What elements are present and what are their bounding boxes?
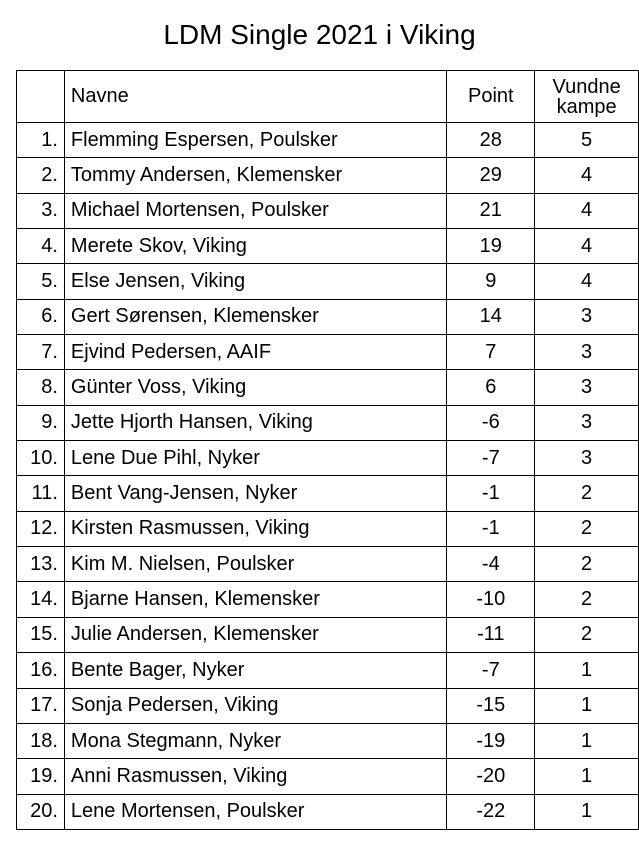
table-row xyxy=(17,193,639,228)
cell-point: -6 xyxy=(447,405,535,440)
cell-point: -4 xyxy=(447,547,535,582)
cell-name: Julie Andersen, Klemensker xyxy=(64,617,447,652)
cell-rank: 13. xyxy=(17,547,65,582)
cell-wins: 2 xyxy=(535,547,639,582)
cell-name: Else Jensen, Viking xyxy=(64,264,447,299)
cell-rank: 14. xyxy=(17,582,65,617)
cell-name: Ejvind Pedersen, AAIF xyxy=(64,335,447,370)
header-wins-line2: kampe xyxy=(556,95,617,118)
table-row xyxy=(17,617,639,652)
cell-rank: 18. xyxy=(17,723,65,758)
table-row xyxy=(17,405,639,440)
cell-wins: 4 xyxy=(535,229,639,264)
cell-name: Sonja Pedersen, Viking xyxy=(64,688,447,723)
cell-name: Kim M. Nielsen, Poulsker xyxy=(64,547,447,582)
cell-wins: 4 xyxy=(535,158,639,193)
cell-rank: 2. xyxy=(17,158,65,193)
cell-wins: 3 xyxy=(535,335,639,370)
cell-wins: 1 xyxy=(535,723,639,758)
cell-rank: 15. xyxy=(17,617,65,652)
cell-name: Flemming Espersen, Poulsker xyxy=(64,123,447,158)
cell-point: -1 xyxy=(447,511,535,546)
cell-name: Anni Rasmussen, Viking xyxy=(64,759,447,794)
table-row xyxy=(17,264,639,299)
cell-point: -7 xyxy=(447,653,535,688)
cell-name: Günter Voss, Viking xyxy=(64,370,447,405)
cell-point: 19 xyxy=(447,229,535,264)
cell-rank: 5. xyxy=(17,264,65,299)
results-table xyxy=(16,70,639,830)
cell-point: 14 xyxy=(447,299,535,334)
table-row xyxy=(17,370,639,405)
cell-name: Kirsten Rasmussen, Viking xyxy=(64,511,447,546)
table-row xyxy=(17,511,639,546)
header-point: Point xyxy=(447,71,535,123)
cell-point: 9 xyxy=(447,264,535,299)
cell-rank: 11. xyxy=(17,476,65,511)
cell-wins: 5 xyxy=(535,123,639,158)
table-row xyxy=(17,653,639,688)
cell-rank: 6. xyxy=(17,299,65,334)
cell-wins: 3 xyxy=(535,299,639,334)
table-row xyxy=(17,794,639,829)
cell-rank: 20. xyxy=(17,794,65,829)
header-wins-line1: Vundne xyxy=(552,75,621,98)
table-row xyxy=(17,158,639,193)
cell-wins: 1 xyxy=(535,794,639,829)
cell-wins: 2 xyxy=(535,617,639,652)
cell-wins: 1 xyxy=(535,688,639,723)
cell-wins: 2 xyxy=(535,476,639,511)
cell-rank: 9. xyxy=(17,405,65,440)
cell-wins: 4 xyxy=(535,193,639,228)
cell-wins: 2 xyxy=(535,511,639,546)
cell-rank: 3. xyxy=(17,193,65,228)
cell-name: Bjarne Hansen, Klemensker xyxy=(64,582,447,617)
cell-wins: 4 xyxy=(535,264,639,299)
cell-name: Lene Mortensen, Poulsker xyxy=(64,794,447,829)
cell-name: Tommy Andersen, Klemensker xyxy=(64,158,447,193)
cell-rank: 17. xyxy=(17,688,65,723)
cell-rank: 4. xyxy=(17,229,65,264)
cell-wins: 2 xyxy=(535,582,639,617)
table-header-row xyxy=(17,71,639,123)
results-body xyxy=(17,123,639,830)
cell-rank: 16. xyxy=(17,653,65,688)
cell-rank: 8. xyxy=(17,370,65,405)
page-title: LDM Single 2021 i Viking xyxy=(163,19,476,50)
table-row xyxy=(17,723,639,758)
table-row xyxy=(17,229,639,264)
cell-point: 28 xyxy=(447,123,535,158)
cell-point: -11 xyxy=(447,617,535,652)
cell-point: -20 xyxy=(447,759,535,794)
table-row xyxy=(17,688,639,723)
table-row xyxy=(17,547,639,582)
cell-name: Gert Sørensen, Klemensker xyxy=(64,299,447,334)
table-row xyxy=(17,123,639,158)
cell-rank: 19. xyxy=(17,759,65,794)
table-row xyxy=(17,441,639,476)
cell-point: 6 xyxy=(447,370,535,405)
cell-point: 21 xyxy=(447,193,535,228)
cell-wins: 1 xyxy=(535,759,639,794)
table-row xyxy=(17,299,639,334)
header-wins xyxy=(535,71,639,123)
header-rank xyxy=(17,71,65,123)
cell-name: Mona Stegmann, Nyker xyxy=(64,723,447,758)
cell-name: Merete Skov, Viking xyxy=(64,229,447,264)
cell-wins: 3 xyxy=(535,441,639,476)
cell-point: -19 xyxy=(447,723,535,758)
cell-point: 7 xyxy=(447,335,535,370)
cell-rank: 7. xyxy=(17,335,65,370)
cell-name: Lene Due Pihl, Nyker xyxy=(64,441,447,476)
table-row xyxy=(17,335,639,370)
table-row xyxy=(17,476,639,511)
cell-name: Michael Mortensen, Poulsker xyxy=(64,193,447,228)
cell-name: Bente Bager, Nyker xyxy=(64,653,447,688)
cell-point: -22 xyxy=(447,794,535,829)
cell-point: -7 xyxy=(447,441,535,476)
header-name: Navne xyxy=(64,71,447,123)
table-row xyxy=(17,759,639,794)
cell-point: -1 xyxy=(447,476,535,511)
cell-rank: 1. xyxy=(17,123,65,158)
cell-wins: 3 xyxy=(535,405,639,440)
cell-name: Bent Vang-Jensen, Nyker xyxy=(64,476,447,511)
cell-rank: 12. xyxy=(17,511,65,546)
cell-rank: 10. xyxy=(17,441,65,476)
cell-name: Jette Hjorth Hansen, Viking xyxy=(64,405,447,440)
cell-point: -10 xyxy=(447,582,535,617)
cell-point: -15 xyxy=(447,688,535,723)
cell-wins: 3 xyxy=(535,370,639,405)
cell-wins: 1 xyxy=(535,653,639,688)
table-row xyxy=(17,582,639,617)
cell-point: 29 xyxy=(447,158,535,193)
